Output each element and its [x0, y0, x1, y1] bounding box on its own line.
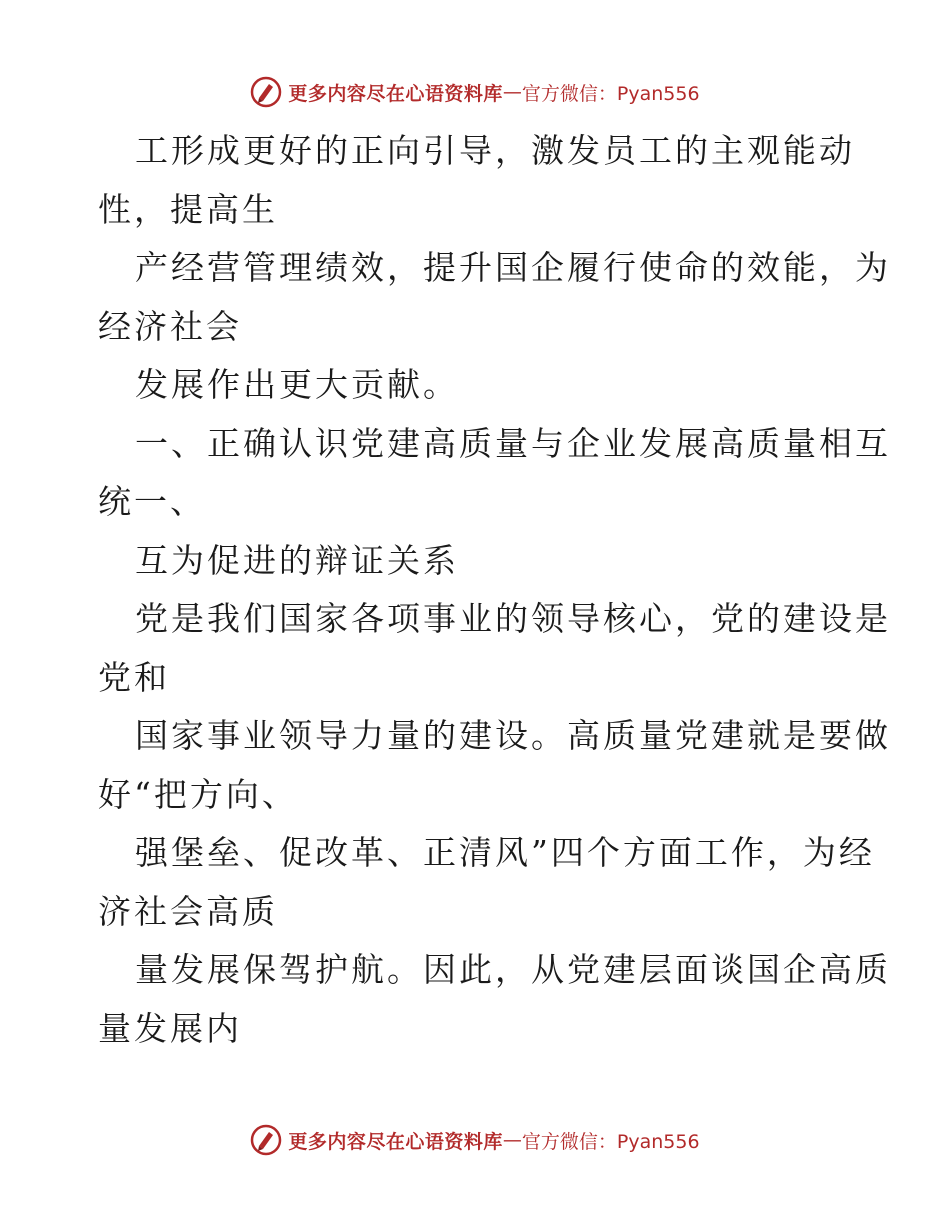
text-line: 工形成更好的正向引导，激发员工的主观能动: [135, 131, 855, 170]
text-line: 发展作出更大贡献。: [135, 365, 459, 404]
brand-logo-icon: [250, 76, 282, 108]
footer-banner: [0, 1120, 950, 1160]
text-line: 产经营管理绩效，提升国企履行使命的效能，为: [135, 248, 891, 287]
section-heading-cont: 统一、: [98, 482, 206, 521]
text-line: 济社会高质: [98, 891, 278, 931]
text-line: 党和: [98, 657, 170, 697]
text-line: 国家事业领导力量的建设。高质量党建就是要做: [135, 716, 891, 755]
text-line: 量发展内: [98, 1008, 242, 1048]
header-banner: [0, 72, 950, 112]
text-line: 量发展保驾护航。因此，从党建层面谈国企高质: [135, 950, 891, 989]
section-heading-cont: 互为促进的辩证关系: [135, 540, 459, 580]
text-line: 强堡垒、促改革、正清风”四个方面工作，为经: [135, 833, 875, 872]
banner-text: 更多内容尽在心语资料库: [288, 1130, 503, 1153]
text-line: 性，提高生: [98, 189, 278, 229]
text-line: 党是我们国家各项事业的领导核心，党的建设是: [135, 599, 891, 638]
text-line: 好“把方向、: [98, 774, 298, 814]
text-line: 经济社会: [98, 306, 242, 346]
brand-logo-icon: [250, 1124, 282, 1156]
banner-separator: —: [502, 81, 522, 103]
document-body: [98, 122, 891, 1058]
banner-wechat: 官方微信：Pyan556: [521, 1130, 700, 1153]
banner-text: 更多内容尽在心语资料库: [288, 82, 503, 105]
section-heading: 一、正确认识党建高质量与企业发展高质量相互: [135, 423, 891, 463]
banner-separator: —: [502, 1129, 522, 1151]
banner-wechat: 官方微信：Pyan556: [521, 82, 700, 105]
